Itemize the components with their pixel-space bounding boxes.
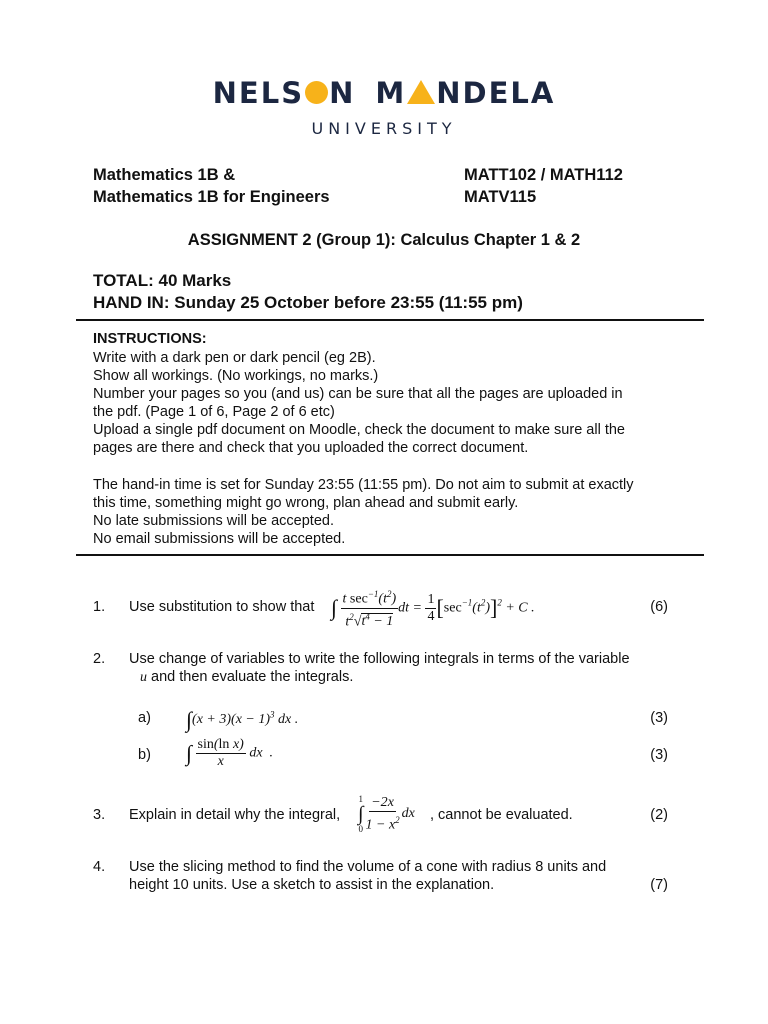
instructions-block: [93, 349, 625, 457]
question-3-formula: 1 ∫ 0 $\frac{-2x}{1 - x^2}$ dx: [358, 794, 415, 834]
question-3-number: 3.: [93, 807, 106, 823]
question-1-text: Use substitution to show that: [129, 599, 315, 615]
question-2b-marks: (3): [650, 747, 668, 763]
submission-line: No email submissions will be accepted.: [93, 531, 346, 547]
question-1-number: 1.: [93, 599, 106, 615]
question-3-text-after: , cannot be evaluated.: [430, 807, 573, 823]
submission-line: No late submissions will be accepted.: [93, 513, 334, 529]
total-label: TOTAL:: [93, 271, 154, 290]
logo-text-part: NELS: [212, 76, 305, 110]
submission-line: this time, something might go wrong, plan ahead and submit early.: [93, 495, 519, 511]
question-2-number: 2.: [93, 651, 106, 667]
instruction-line: pages are there and check that you uploaded the correct document.: [93, 440, 529, 456]
total-marks: [93, 270, 231, 292]
course-title-1: Mathematics 1B &: [93, 166, 236, 184]
submission-notes: [93, 476, 634, 548]
question-2a-marks: (3): [650, 710, 668, 726]
logo-text-part: M: [375, 76, 407, 110]
hand-in-label: HAND IN:: [93, 293, 170, 312]
question-4-text-line1: Use the slicing method to find the volume of a cone with radius 8 units and: [129, 859, 607, 875]
question-1-formula: ∫ $\frac{t \sec^{-1}(t^2)}{t^2√t^4 - 1}$ dt = $\frac{1}{4}$ $[\sec^{-1}(t^2)]^2 + C$ .: [331, 586, 535, 630]
logo-wordmark: [213, 76, 556, 110]
question-4-marks: (7): [650, 877, 668, 893]
logo-text-part: NDELA: [436, 76, 556, 110]
instruction-line: Number your pages so you (and us) can be sure that all the pages are uploaded in: [93, 386, 623, 402]
question-2b-formula: ∫ $\frac{\text{sin(ln x)}}{x}$ dx .: [186, 737, 274, 769]
question-2-text-line2: [140, 669, 353, 686]
hand-in-deadline: [93, 292, 523, 314]
submission-line: The hand-in time is set for Sunday 23:55 (11:55 pm). Do not aim to submit at exactly: [93, 477, 634, 493]
question-3-marks: (2): [650, 807, 668, 823]
question-1-marks: (6): [650, 599, 668, 615]
divider-bottom: [76, 554, 704, 556]
question-4-text-line2: height 10 units. Use a sketch to assist in the explanation.: [129, 877, 495, 893]
question-2-text-line2-rest: and then evaluate the integrals.: [151, 669, 354, 685]
total-value: 40 Marks: [158, 271, 232, 290]
instructions-heading: INSTRUCTIONS:: [93, 331, 207, 347]
instruction-line: Upload a single pdf document on Moodle, check the document to make sure all the: [93, 422, 625, 438]
logo-text-part: N: [329, 76, 356, 110]
university-logo: [0, 76, 768, 110]
course-code-1: MATT102 / MATH112: [464, 166, 623, 184]
question-2a-label: a): [138, 710, 151, 726]
instruction-line: Show all workings. (No workings, no marks.): [93, 368, 379, 384]
instruction-line: the pdf. (Page 1 of 6, Page 2 of 6 etc): [93, 404, 335, 420]
hand-in-value: Sunday 25 October before 23:55 (11:55 pm): [174, 293, 523, 312]
course-title-2: Mathematics 1B for Engineers: [93, 188, 330, 206]
question-2b-label: b): [138, 747, 151, 763]
divider-top: [76, 319, 704, 321]
question-4-number: 4.: [93, 859, 106, 875]
logo-subtitle: UNIVERSITY: [311, 119, 457, 138]
question-3-text: Explain in detail why the integral,: [129, 807, 341, 823]
assignment-title: ASSIGNMENT 2 (Group 1): Calculus Chapter 1 & 2: [187, 231, 581, 249]
logo-triangle-icon: [407, 80, 435, 104]
variable-u: u: [140, 670, 147, 685]
question-2-text-line1: Use change of variables to write the following integrals in terms of the variable: [129, 651, 630, 667]
instruction-line: Write with a dark pen or dark pencil (eg 2B).: [93, 350, 376, 366]
logo-circle-icon: [305, 81, 328, 104]
question-2a-formula: $\int(x + 3)(x - 1)^3$ dx .: [186, 707, 299, 732]
course-code-2: MATV115: [464, 188, 537, 206]
